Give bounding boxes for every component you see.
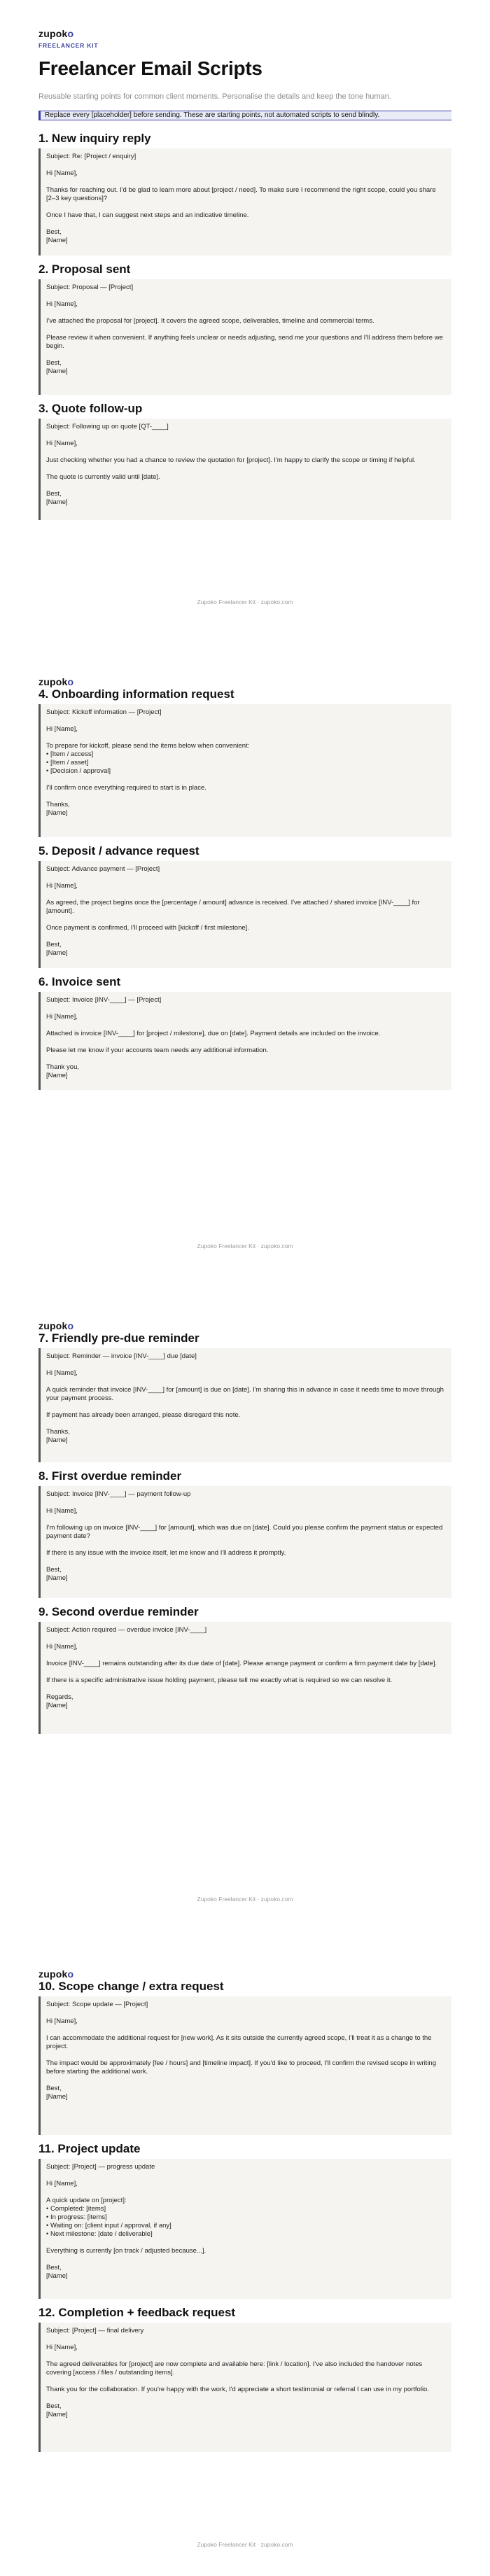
email-paragraph: Hi [Name], [46, 1643, 78, 1651]
email-paragraph: Thank you, [Name] [46, 1063, 79, 1079]
email-paragraph: I'll confirm once everything required to start is in place. [46, 784, 206, 792]
section-title: 8. First overdue reminder [38, 1469, 182, 1483]
section-title: 10. Scope change / extra request [38, 1980, 224, 1993]
email-paragraph: Hi [Name], [46, 1013, 78, 1021]
brand-logo: zupoko [38, 1320, 74, 1331]
email-paragraph: I can accommodate the additional request for [new work]. As it sits outside the currently agreed scope, I'll treat it as a change to the project. [46, 2034, 432, 2050]
email-paragraph: The agreed deliverables for [project] are now complete and available here: [link / location]. I've also included the handover notes covering [access / files / outstanding items]. [46, 2360, 423, 2376]
email-paragraph: Best, [Name] [46, 941, 68, 957]
email-paragraph: Best, [Name] [46, 2264, 68, 2280]
email-subject: Subject: [Project] — progress update [46, 2163, 155, 2171]
brand-logo: zupoko [38, 28, 74, 39]
email-paragraph: I've attached the proposal for [project]. It covers the agreed scope, deliverables, timeline and commercial terms. [46, 317, 374, 325]
email-paragraph: Hi [Name], [46, 300, 78, 308]
email-subject: Subject: Invoice [INV-____] — payment follow-up [46, 1490, 191, 1498]
email-script [38, 279, 451, 395]
email-paragraph: The impact would be approximately [fee / hours] and [timeline impact]. If you'd like to proceed, I'll confirm the revised scope in writing before starting the additional work. [46, 2059, 437, 2076]
email-paragraph: Once payment is confirmed, I'll proceed with [kickoff / first milestone]. [46, 924, 249, 932]
placeholder-notice: Replace every [placeholder] before sending. These are starting points, not automated scripts to send blindly. [38, 111, 451, 120]
email-paragraph: Just checking whether you had a chance to review the quotation for [project]. I'm happy to clarify the scope or timing if helpful. [46, 456, 416, 464]
email-paragraph: A quick reminder that invoice [INV-____] for [amount] is due on [date]. I'm sharing this in advance in case it needs time to move through your payment process. [46, 1386, 444, 1402]
page-1 [0, 0, 490, 644]
email-subject: Subject: Following up on quote [QT-____] [46, 423, 169, 430]
email-paragraph: Best, [Name] [46, 359, 68, 375]
section-title: 5. Deposit / advance request [38, 844, 200, 858]
section-title: 1. New inquiry reply [38, 132, 151, 145]
section-title: 4. Onboarding information request [38, 687, 234, 701]
email-paragraph: Please let me know if your accounts team needs any additional information. [46, 1046, 269, 1054]
email-paragraph: To prepare for kickoff, please send the items below when convenient: • [Item / access] • [Item / asset] • [Decision / approval] [46, 742, 250, 775]
page-footer: Zupoko Freelancer Kit · zupoko.com [197, 1242, 293, 1250]
email-paragraph: Invoice [INV-____] remains outstanding after its due date of [date]. Please arrange payment or confirm a firm payment date by [date]. [46, 1660, 438, 1667]
email-script [38, 1486, 451, 1598]
email-paragraph: Thanks, [Name] [46, 801, 70, 817]
section-title: 12. Completion + feedback request [38, 2306, 236, 2319]
email-paragraph: If there is any issue with the invoice itself, let me know and I'll address it promptly. [46, 1549, 286, 1557]
email-script [38, 2323, 451, 2452]
email-paragraph: Hi [Name], [46, 2180, 78, 2188]
email-subject: Subject: [Project] — final delivery [46, 2327, 144, 2334]
brand-logo: zupoko [38, 1968, 74, 1980]
email-paragraph: Hi [Name], [46, 2344, 78, 2351]
email-paragraph: I'm following up on invoice [INV-____] for [amount], which was due on [date]. Could you please confirm the payment status or expected payment date? [46, 1524, 443, 1540]
page-4 [0, 1932, 490, 2576]
email-paragraph: Attached is invoice [INV-____] for [project / milestone], due on [date]. Payment details are included on the invoice. [46, 1030, 381, 1037]
section-title: 2. Proposal sent [38, 262, 131, 276]
section-title: 7. Friendly pre-due reminder [38, 1331, 200, 1345]
email-paragraph: If there is a specific administrative issue holding payment, please tell me exactly what is required so we can resolve it. [46, 1676, 393, 1684]
email-paragraph: Hi [Name], [46, 725, 78, 733]
email-paragraph: Hi [Name], [46, 882, 78, 890]
email-subject: Subject: Kickoff information — [Project] [46, 708, 162, 716]
email-paragraph: Hi [Name], [46, 440, 78, 447]
email-subject: Subject: Action required — overdue invoice [INV-____] [46, 1626, 207, 1634]
email-paragraph: Thank you for the collaboration. If you're happy with the work, I'd appreciate a short testimonial or referral I can use in my portfolio. [46, 2386, 429, 2393]
kit-label: FREELANCER KIT [38, 42, 99, 49]
page-title: Freelancer Email Scripts [38, 57, 262, 79]
section-title: 6. Invoice sent [38, 975, 121, 988]
email-script [38, 148, 451, 255]
page-footer: Zupoko Freelancer Kit · zupoko.com [197, 2541, 293, 2548]
email-script [38, 861, 451, 968]
email-paragraph: Once I have that, I can suggest next steps and an indicative timeline. [46, 211, 249, 219]
email-paragraph: Please review it when convenient. If anything feels unclear or needs adjusting, send me your questions and I'll address them before we begin. [46, 334, 443, 350]
email-paragraph: Hi [Name], [46, 1369, 78, 1377]
page-footer: Zupoko Freelancer Kit · zupoko.com [197, 1896, 293, 1903]
email-subject: Subject: Reminder — invoice [INV-____] due [date] [46, 1352, 197, 1360]
email-paragraph: Best, [Name] [46, 2402, 68, 2418]
email-paragraph: Best, [Name] [46, 228, 68, 244]
email-paragraph: Regards, [Name] [46, 1693, 74, 1709]
email-paragraph: Hi [Name], [46, 2017, 78, 2025]
page-2 [0, 644, 490, 1288]
email-subject: Subject: Proposal — [Project] [46, 284, 134, 291]
email-script [38, 1622, 451, 1734]
email-paragraph: Hi [Name], [46, 169, 78, 177]
email-paragraph: Thanks, [Name] [46, 1428, 70, 1444]
email-subject: Subject: Invoice [INV-____] — [Project] [46, 996, 162, 1004]
email-paragraph: As agreed, the project begins once the [percentage / amount] advance is received. I've attached / shared invoice [INV-____] for [amount]. [46, 899, 420, 915]
email-paragraph: Hi [Name], [46, 1507, 78, 1515]
email-paragraph: Best, [Name] [46, 2085, 68, 2101]
email-paragraph: Everything is currently [on track / adjusted because...]. [46, 2247, 206, 2255]
page-3 [0, 1288, 490, 1932]
email-paragraph: Best, [Name] [46, 1566, 68, 1582]
email-paragraph: A quick update on [project]: • Completed: [items] • In progress: [items] • Waiting on: [client input / approval, if any] • Next milestone: [date / deliverable] [46, 2197, 172, 2238]
email-subject: Subject: Advance payment — [Project] [46, 865, 160, 873]
email-paragraph: Best, [Name] [46, 490, 68, 506]
email-script [38, 704, 451, 837]
email-subject: Subject: Re: [Project / enquiry] [46, 153, 136, 160]
section-title: 11. Project update [38, 2142, 141, 2155]
email-paragraph: The quote is currently valid until [date]. [46, 473, 160, 481]
email-subject: Subject: Scope update — [Project] [46, 2001, 148, 2008]
page-footer: Zupoko Freelancer Kit · zupoko.com [197, 598, 293, 606]
section-title: 9. Second overdue reminder [38, 1605, 199, 1618]
brand-logo: zupoko [38, 676, 74, 687]
email-script [38, 419, 451, 520]
section-title: 3. Quote follow-up [38, 402, 143, 415]
email-paragraph: Thanks for reaching out. I'd be glad to learn more about [project / need]. To make sure I recommend the right scope, could you share [2–3 key questions]? [46, 186, 436, 202]
email-script [38, 992, 451, 1090]
page-subtitle: Reusable starting points for common client moments. Personalise the details and keep the tone human. [38, 92, 391, 101]
email-script [38, 1348, 451, 1462]
email-script [38, 1996, 451, 2135]
email-script [38, 2159, 451, 2299]
email-paragraph: If payment has already been arranged, please disregard this note. [46, 1411, 241, 1419]
